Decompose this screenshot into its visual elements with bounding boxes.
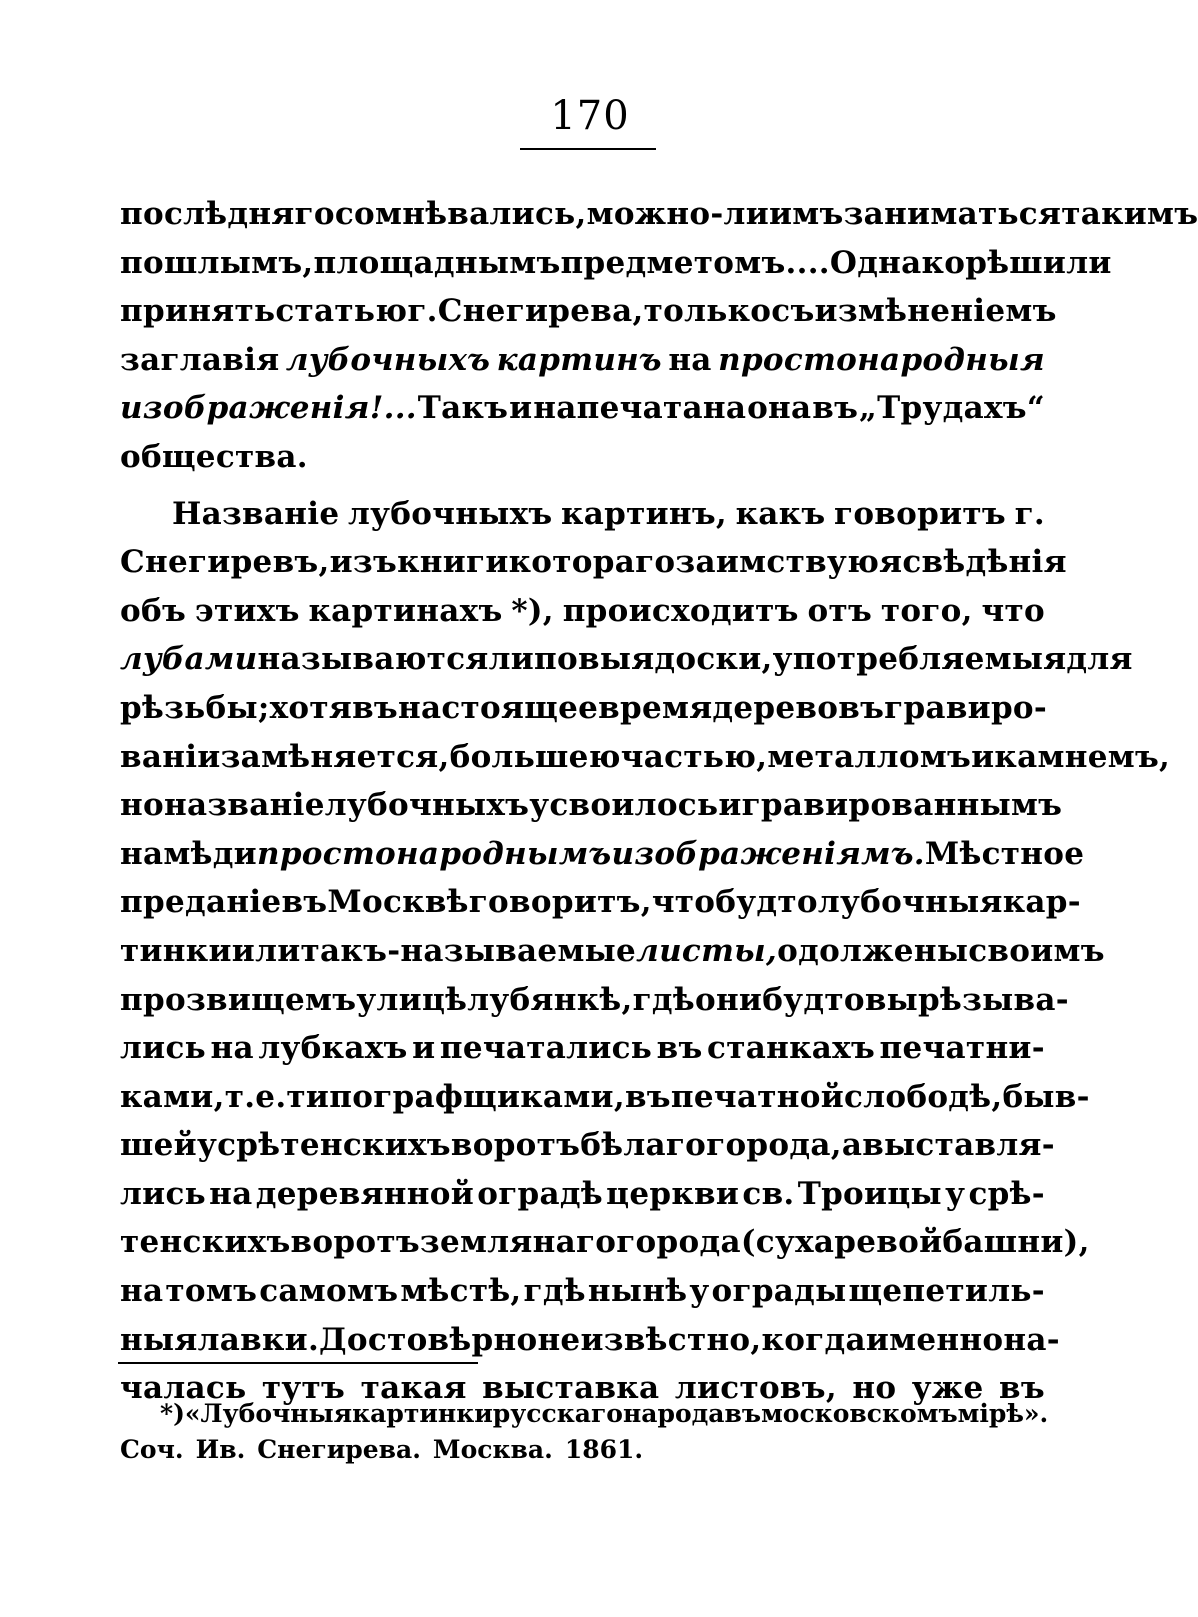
page-number: 170 [550, 93, 630, 139]
word: кар- [1002, 884, 1081, 921]
footnote-word: мірѣ». [957, 1399, 1049, 1428]
word: гравиро- [884, 689, 1048, 726]
word: въ [352, 689, 398, 726]
footnote-word: *) [160, 1399, 185, 1428]
word: печатной [670, 1078, 845, 1115]
word: что [981, 592, 1045, 629]
word: заниматься [843, 196, 1062, 232]
word: пошлымъ, [120, 244, 314, 281]
word: печатни- [879, 1030, 1045, 1067]
word: только [643, 293, 772, 330]
word: такая [360, 1370, 467, 1407]
word: ограды [711, 1273, 847, 1310]
text-line [120, 684, 1048, 733]
word: происходитъ [562, 592, 799, 629]
word: е. [255, 1078, 287, 1115]
footnote-line [120, 1396, 1049, 1432]
italic-word: простонароднымъ [256, 835, 612, 872]
word: самомъ [259, 1273, 399, 1310]
word: гдѣ [523, 1273, 586, 1310]
word: заглавія [120, 341, 280, 378]
footnote [120, 1396, 1049, 1468]
text-line [120, 927, 1105, 976]
body-text [120, 190, 1198, 1413]
word: изъ [329, 544, 398, 581]
word: сомнѣвались, [334, 196, 587, 232]
word: печатались [439, 1030, 653, 1067]
word: Однако [829, 244, 966, 281]
word: улицѣ [356, 981, 468, 1018]
footnote-word: Снегирева. [257, 1435, 421, 1464]
word: будто [762, 981, 865, 1018]
word: бѣлаго [580, 1127, 707, 1164]
footnote-word: картинки [352, 1399, 493, 1428]
word: усвоилось [529, 787, 719, 824]
word: для [1066, 641, 1133, 678]
word: такъ-называемые [300, 932, 637, 969]
word: употребляемыя [772, 641, 1067, 678]
word: отъ [807, 592, 873, 629]
word: большею [449, 738, 621, 775]
footnote-word: народа [622, 1399, 725, 1428]
footnote-word: Соч. [120, 1435, 184, 1464]
word: и [412, 1030, 436, 1067]
word: Такъ [417, 390, 509, 427]
word: т. [224, 1078, 256, 1115]
word: но [120, 787, 164, 824]
footnote-word: 1861. [564, 1435, 644, 1464]
word: напечатана [533, 390, 747, 427]
word: или [231, 932, 301, 969]
word: съ [771, 293, 815, 330]
word: картинъ, [561, 495, 728, 532]
word: этихъ [194, 592, 300, 629]
word: шей [120, 1127, 197, 1164]
word: лись [120, 1030, 206, 1067]
word: щепетиль- [848, 1273, 1045, 1310]
word: камнемъ, [994, 738, 1171, 775]
word: станкахъ [707, 1030, 876, 1067]
word: (сухаревой [740, 1224, 943, 1261]
word: ныя [120, 1321, 198, 1358]
text-line [120, 733, 1171, 782]
word: на [210, 1030, 254, 1067]
word: города [616, 1224, 741, 1261]
text-line [120, 336, 1045, 385]
word: срѣ- [968, 1175, 1045, 1212]
word: именно [865, 1321, 1004, 1358]
word: выставля- [862, 1127, 1055, 1164]
footnote-word: «Лубочныя [184, 1399, 353, 1428]
word: настоящее [398, 689, 599, 726]
word: въ [838, 689, 885, 726]
text-line [120, 433, 1045, 482]
text-line [120, 976, 1069, 1025]
word: св. [742, 1175, 795, 1212]
text-line [120, 239, 1112, 288]
text-line [120, 490, 1045, 539]
word: выставка [482, 1370, 660, 1407]
word: того, [880, 592, 973, 629]
word: у [945, 1175, 966, 1212]
word: оградѣ [477, 1175, 603, 1212]
word: томъ [165, 1273, 258, 1310]
word: типографщиками, [286, 1078, 625, 1115]
word: гравированнымъ [741, 787, 1063, 824]
word: площаднымъ [313, 244, 561, 281]
italic-word: изображеніямъ. [611, 835, 925, 872]
text-line [120, 781, 1063, 830]
word: одолжены [777, 932, 969, 969]
word: книги [397, 544, 509, 581]
word: послѣдняго [120, 196, 335, 232]
word: вырѣзыва- [864, 981, 1069, 1018]
word: замѣняется, [220, 738, 450, 775]
word: нынѣ [587, 1273, 688, 1310]
footnote-word: Москва. [432, 1435, 553, 1464]
word: ваніи [120, 738, 221, 775]
word: картинахъ [308, 592, 503, 629]
word: предметомъ.... [560, 244, 830, 281]
italic-word: простонародныя [718, 341, 1045, 378]
italic-word: листы, [636, 932, 778, 969]
word: объ [120, 592, 187, 629]
word: лись [120, 1175, 206, 1212]
word: чалась [120, 1370, 247, 1407]
text-line [120, 538, 1067, 587]
word: прозвищемъ [120, 981, 357, 1018]
word: общества. [120, 438, 308, 475]
word: быв- [1002, 1078, 1090, 1115]
word: преданіе [120, 884, 282, 921]
word: имъ [768, 196, 844, 232]
word: хотя [269, 689, 353, 726]
word: лубочныя [817, 884, 1003, 921]
word: гдѣ [632, 981, 695, 1018]
word: я [879, 544, 903, 581]
word: можно-ли [586, 196, 769, 232]
word: названіе [163, 787, 325, 824]
word: будто [715, 884, 818, 921]
word: Троицы [797, 1175, 942, 1212]
text-line [120, 1316, 1060, 1365]
word: котораго [508, 544, 676, 581]
word: на [209, 1175, 253, 1212]
word: когда [761, 1321, 866, 1358]
word: говоритъ [834, 495, 1006, 532]
word: Снегирева, [437, 293, 644, 330]
italic-word: изображенія!... [120, 390, 417, 427]
word: города, [706, 1127, 842, 1164]
text-line [120, 384, 1045, 433]
word: что [651, 884, 716, 921]
word: въ [281, 884, 328, 921]
word: г. [1014, 495, 1045, 532]
word: время [598, 689, 713, 726]
word: церкви [606, 1175, 740, 1212]
word: Мѣстное [924, 835, 1085, 872]
word: но [852, 1370, 897, 1407]
text-line [120, 1218, 1090, 1267]
word: слободѣ, [844, 1078, 1003, 1115]
word: на [120, 1273, 164, 1310]
word: Достовѣрно [319, 1321, 538, 1358]
word: и [971, 738, 995, 775]
word: лавки. [197, 1321, 320, 1358]
word: говоритъ, [468, 884, 652, 921]
italic-word: картинъ [496, 341, 662, 378]
word: доски, [654, 641, 773, 678]
word: въ [656, 1030, 703, 1067]
word: своимъ [968, 932, 1105, 969]
word: а [841, 1127, 863, 1164]
italic-word: лубочныхъ [285, 341, 491, 378]
word: тинки [120, 932, 232, 969]
word: принять [120, 293, 276, 330]
italic-word: лубами [120, 641, 258, 678]
word: неизвѣстно, [537, 1321, 762, 1358]
word: лубянкѣ, [467, 981, 633, 1018]
word: въ [812, 390, 859, 427]
footnote-word: Ив. [195, 1435, 246, 1464]
word: деревянной [255, 1175, 475, 1212]
word: на- [1003, 1321, 1060, 1358]
text-line [120, 1170, 1045, 1219]
word: воротъ [450, 1127, 581, 1164]
footnote-word: московскомъ [761, 1399, 958, 1428]
word: и [509, 390, 533, 427]
footnote-word: русскаго [492, 1399, 623, 1428]
word: частью, [620, 738, 768, 775]
text-line [120, 287, 1057, 336]
text-line [120, 1121, 1055, 1170]
word: *), [511, 592, 554, 629]
word: уже [911, 1370, 984, 1407]
text-line [120, 587, 1045, 636]
word: Снегиревъ, [120, 544, 330, 581]
text-line [120, 878, 1081, 927]
word: они [694, 981, 763, 1018]
word: листовъ, [674, 1370, 837, 1407]
word: г. [407, 293, 438, 330]
word: ками, [120, 1078, 225, 1115]
word: башни), [942, 1224, 1090, 1261]
word: Москвѣ [327, 884, 469, 921]
word: она [747, 390, 812, 427]
word: тенскихъ [120, 1224, 291, 1261]
word: на [120, 835, 164, 872]
text-line [120, 1024, 1045, 1073]
word: мѣстѣ, [400, 1273, 522, 1310]
word: срѣтенскихъ [217, 1127, 451, 1164]
word: у [689, 1273, 710, 1310]
word: въ [624, 1078, 671, 1115]
word: липовыя [488, 641, 655, 678]
footnote-separator [118, 1362, 478, 1364]
word: лубкахъ [258, 1030, 408, 1067]
word: заимствую [675, 544, 880, 581]
text-line [120, 830, 1085, 879]
word: какъ [735, 495, 826, 532]
text-line [120, 190, 1198, 239]
footnote-word: въ [724, 1399, 762, 1428]
word: называются [257, 641, 489, 678]
word: статью [275, 293, 408, 330]
word: мѣди [163, 835, 257, 872]
word: рѣшили [965, 244, 1112, 281]
text-line [120, 1073, 1090, 1122]
word: воротъ [290, 1224, 420, 1261]
footnote-line [120, 1432, 1045, 1468]
word: рѣзьбы; [120, 689, 270, 726]
word: металломъ [767, 738, 972, 775]
word: „Трудахъ“ [859, 390, 1045, 427]
word: на [668, 341, 712, 378]
word: дерево [712, 689, 839, 726]
word: лубочныхъ [324, 787, 530, 824]
text-line [120, 1267, 1045, 1316]
header-rule [520, 148, 656, 150]
word: свѣдѣнія [902, 544, 1067, 581]
word: тутъ [261, 1370, 346, 1407]
word: въ [999, 1370, 1045, 1407]
word: такимъ [1061, 196, 1198, 232]
text-line [120, 635, 1133, 684]
word: землянаго [419, 1224, 617, 1261]
word: и [718, 787, 742, 824]
word: измѣненіемъ [814, 293, 1057, 330]
word: у [196, 1127, 218, 1164]
word: Названіе [172, 495, 340, 532]
word: лубочныхъ [347, 495, 553, 532]
